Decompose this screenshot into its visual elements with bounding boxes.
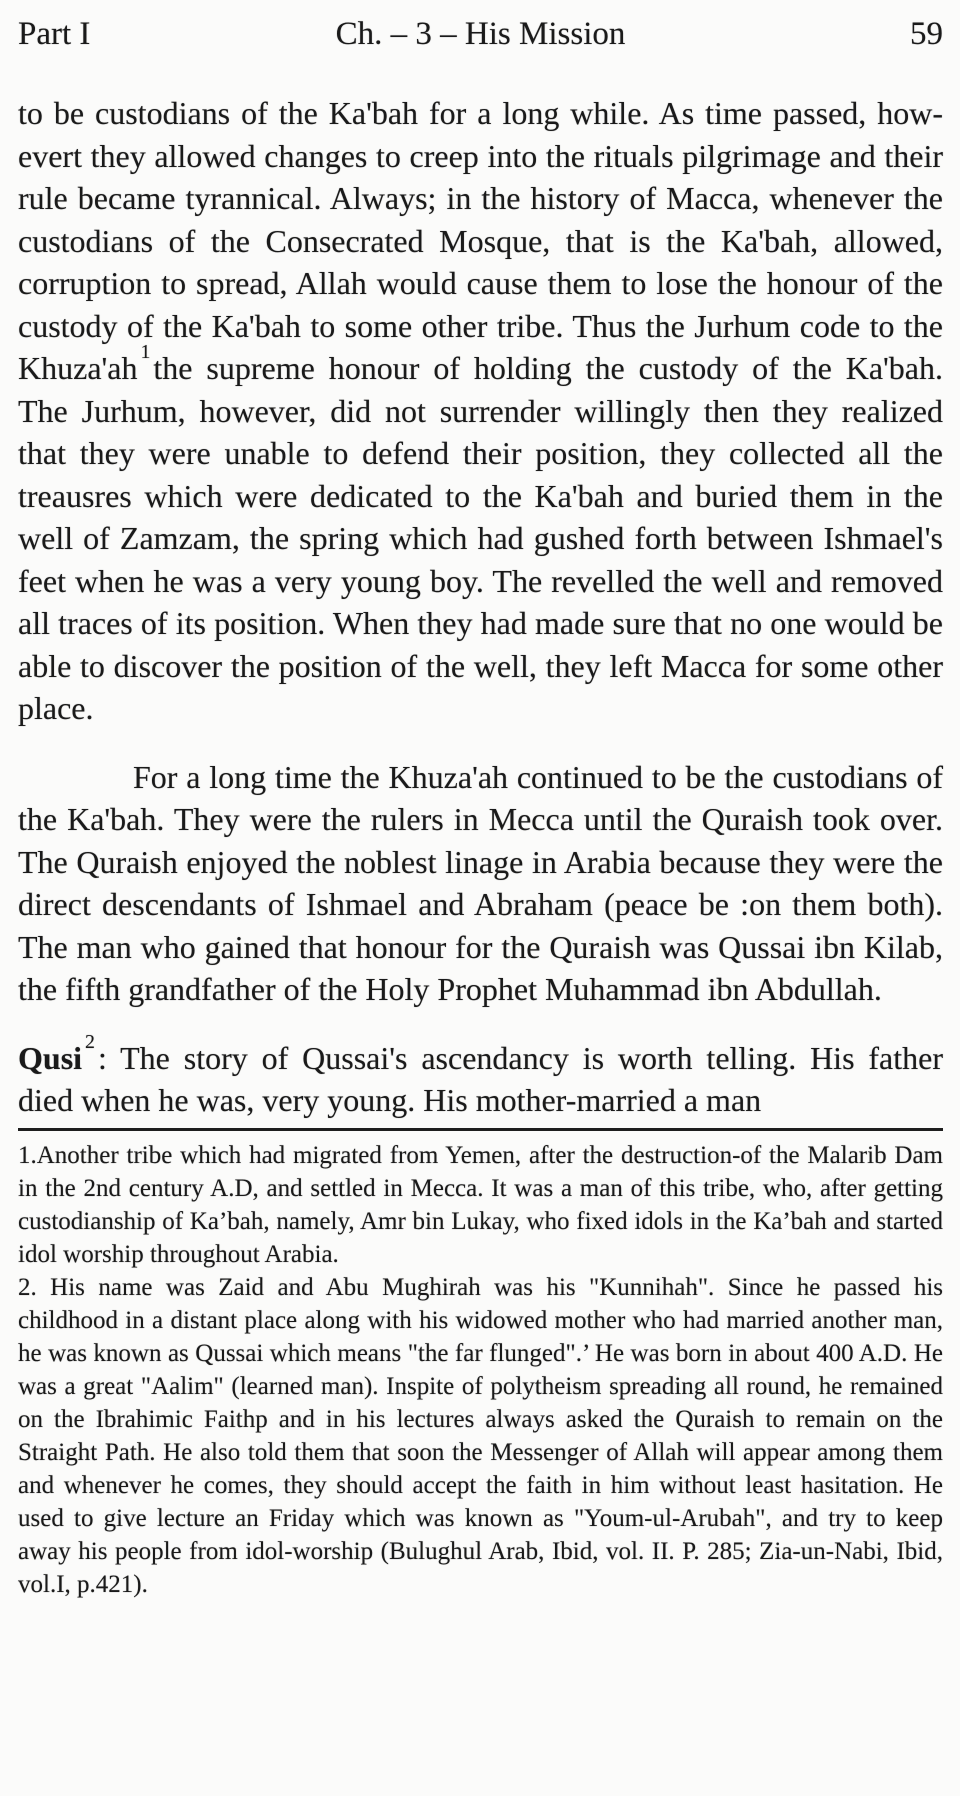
- footnote-separator: [18, 1128, 943, 1131]
- footnote-ref-2: 2: [85, 1030, 95, 1053]
- footnote-ref-1: 1: [140, 341, 151, 364]
- header-part-label: Part I: [18, 16, 91, 52]
- header-chapter-title: Ch. – 3 – His Mission: [335, 16, 626, 52]
- body-paragraph-3: Qusi $^2$: The story of Qussai's ascendancy is worth telling. His father died when he was, very young. His mother-married a man: [18, 1030, 943, 1118]
- body-paragraph-1: to be custodians of the Ka'bah for a long while. As time passed, how-evert they allowed changes to creep into the rituals pilgrimage and their rule became tyrannical. Always; in the history of Macca, whenever the custodians of the Consecrated Mosque, that is the Ka'bah, allowed, corruption to spread, Allah would cause them to lose the honour of the custody of the Ka'bah to some other tribe. Thus the Jurhum code to the Khuza'ah $^1$the supreme honour of holding the custody of the Ka'bah. The Jurhum, however, did not surrender willingly then they realized that they were unable to defend their position, they collected all the treausres which were dedicated to the Ka'bah and buried them in the well of Zamzam, the spring which had gushed forth between Ishmael's feet when he was a very young boy. The revelled the well and removed all traces of its position. When they had made sure that no one would be able to discover the position of the well, they left Macca for some other place.: [18, 95, 943, 726]
- body-paragraph-2: For a long time the Khuza'ah continued to be the custodians of the Ka'bah. They were the rulers in Mecca until the Quraish took over. The Quraish enjoyed the noblest linage in Arabia because they were the direct descendants of Ishmael and Abraham (peace be :on them both). The man who gained that honour for the Quraish was Qussai ibn Kilab, the fifth grandfather of the Holy Prophet Muhammad ibn Abdullah.: [18, 758, 943, 1007]
- header-page-number: 59: [910, 16, 943, 52]
- footnotes-section: [18, 1139, 943, 1601]
- body-text: [18, 92, 943, 1122]
- bold-term: Qusi: [18, 1039, 83, 1076]
- page-header: [18, 14, 943, 54]
- footnote-2: 2. His name was Zaid and Abu Mughirah was his "Kunnihah". Since he passed his childhood in a distant place along with his widowed mother who had married another man, he was known as Qussai which means "the far flunged".’ He was born in about 400 A.D. He was a great "Aalim" (learned man). Inspite of polytheism spreading all round, he remained on the Ibrahimic Faithp and in his lectures always asked the Quraish to remain on the Straight Path. He also told them that soon the Messenger of Allah will appear among them and whenever he comes, they should accept the faith in him without least hasitation. He used to give lecture an Friday which was known as "Youm-ul-Arubah", and try to keep away his people from idol-worship (Bulughul Arab, Ibid, vol. II. P. 285; Zia-un-Nabi, Ibid, vol.I, p.421).: [18, 1273, 943, 1598]
- footnote-1: 1.Another tribe which had migrated from Yemen, after the destruction-of the Malarib Dam in the 2nd century A.D, and settled in Mecca. It was a man of this tribe, who, after getting custodianship of Ka’bah, namely, Amr bin Lukay, who fixed idols in the Ka’bah and started idol worship throughout Arabia.: [18, 1141, 943, 1268]
